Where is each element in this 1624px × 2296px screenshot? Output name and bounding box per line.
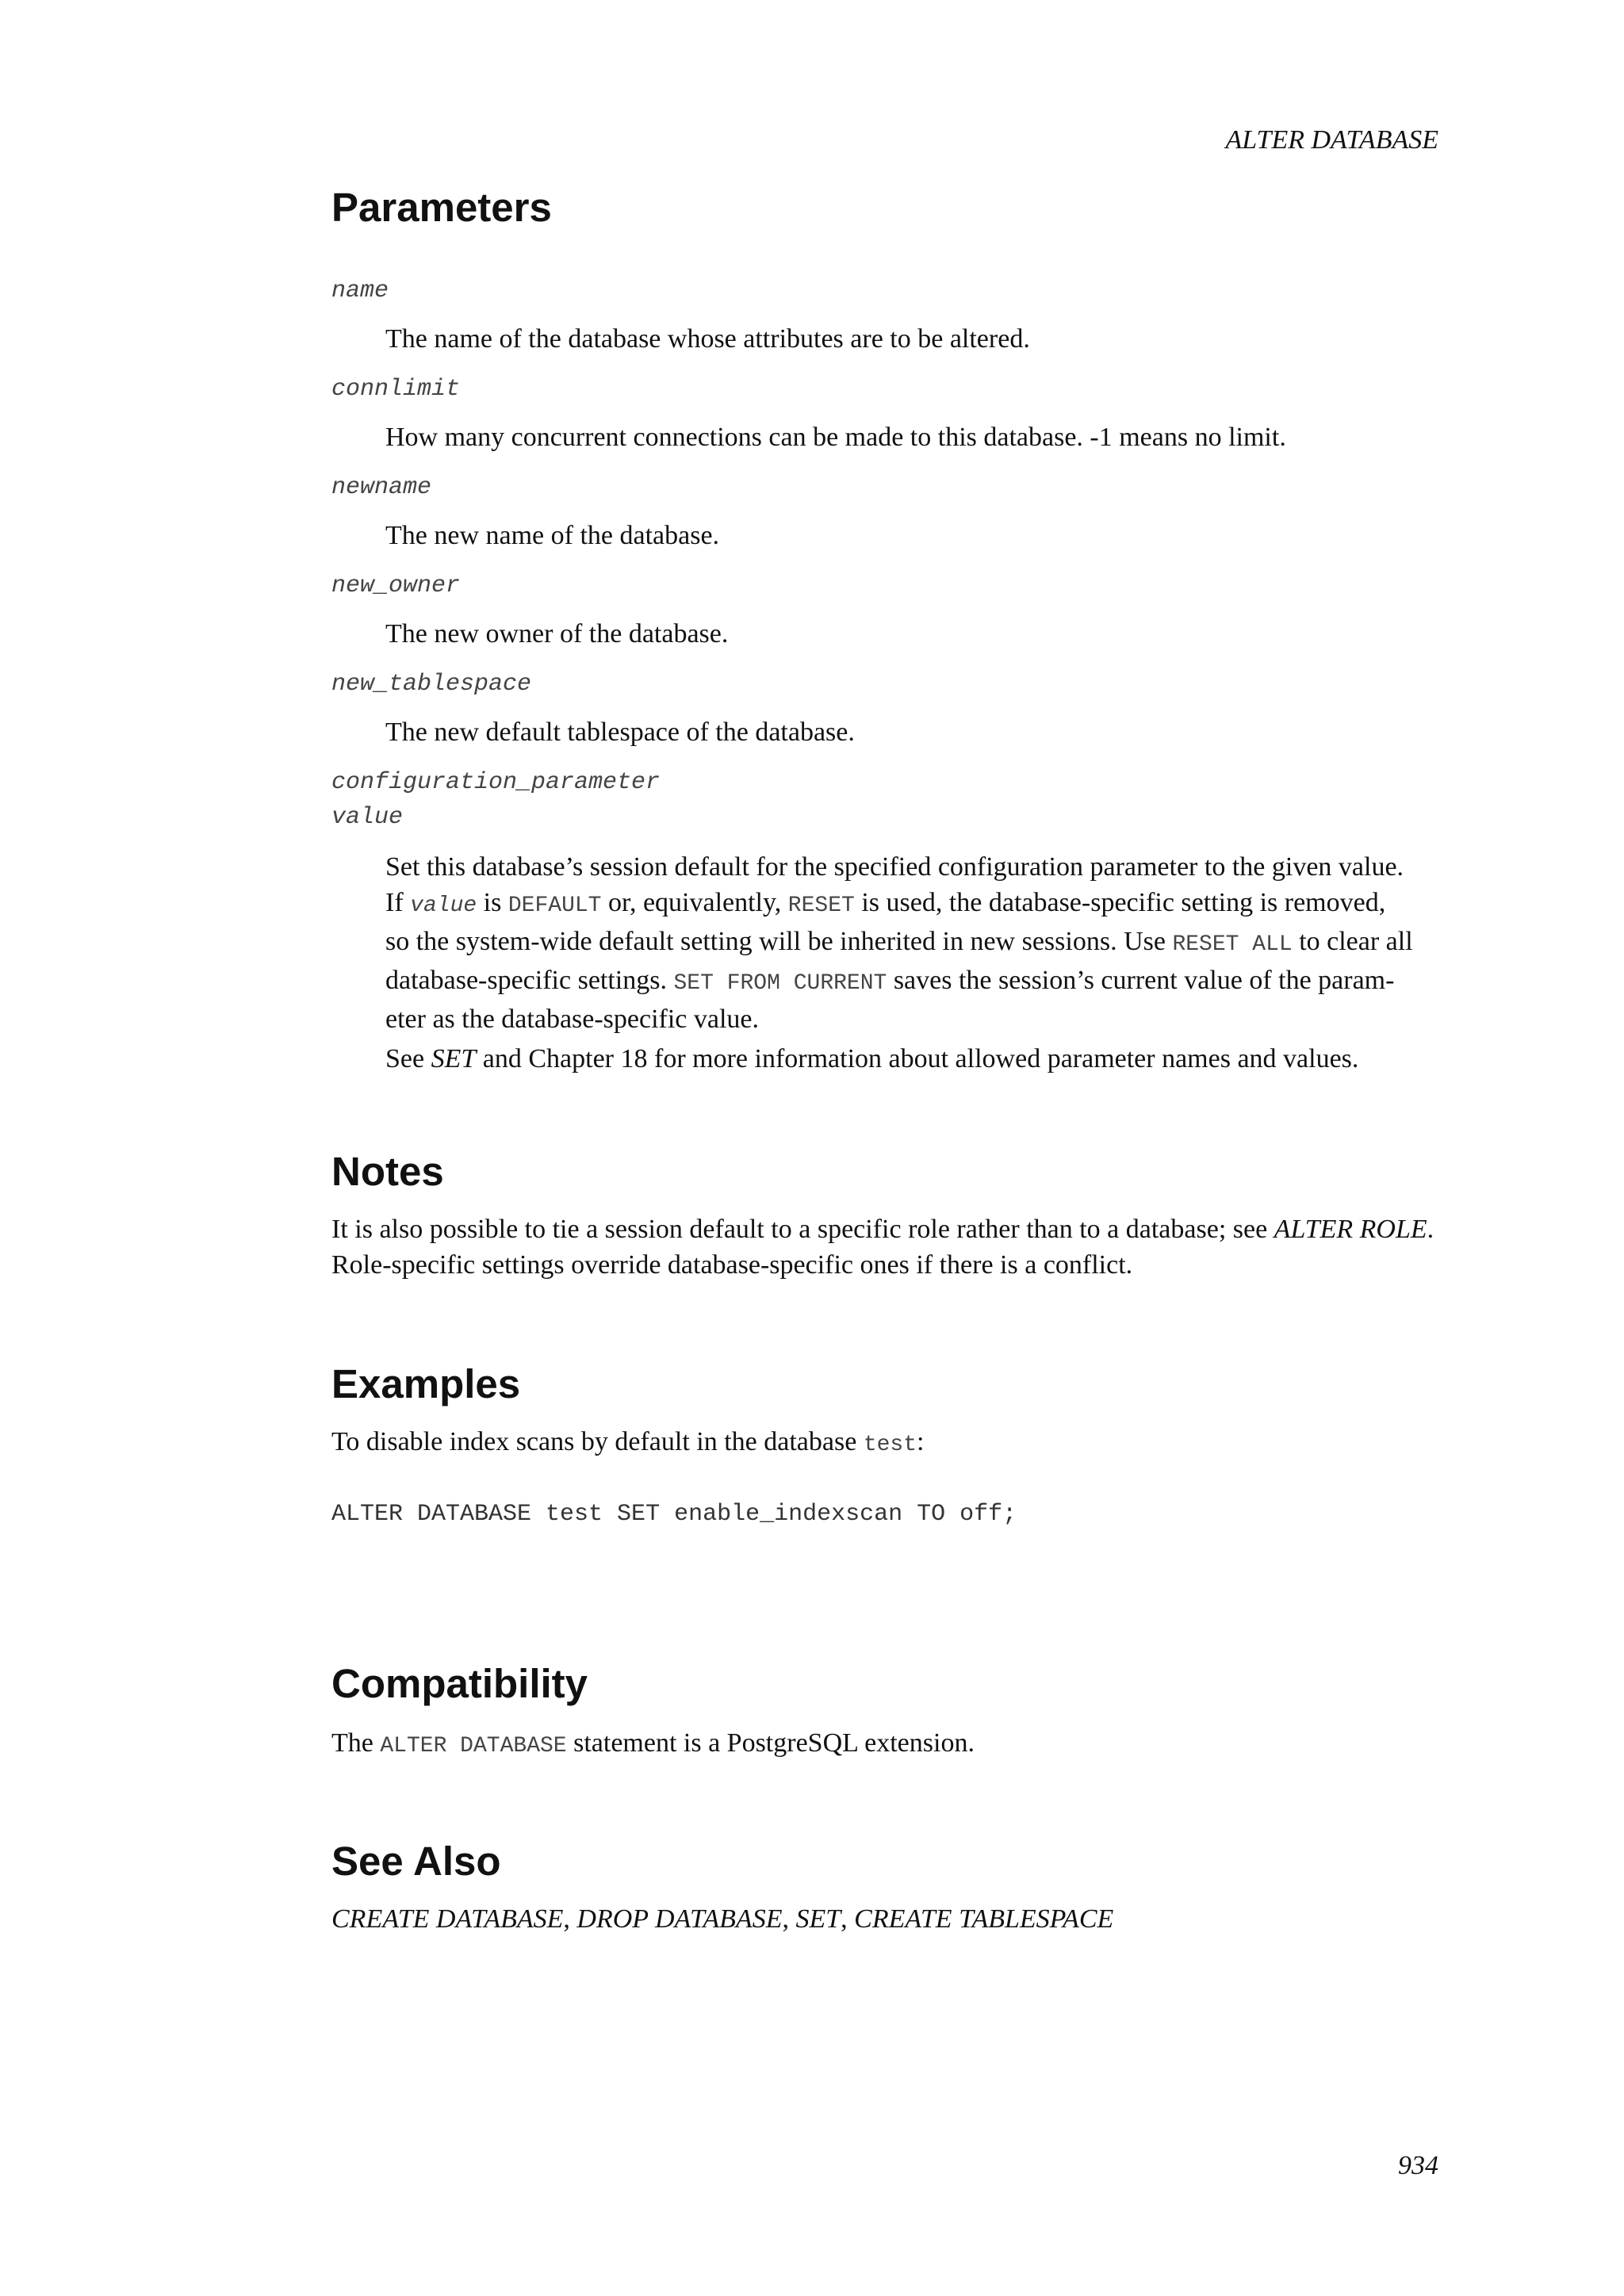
page-number: 934: [1398, 2151, 1438, 2180]
compatibility-body: [331, 1725, 1438, 1764]
text-run: If: [385, 888, 404, 917]
param-desc: The new default tablespace of the database.: [385, 718, 855, 747]
config-desc: [331, 849, 1438, 1037]
param-item: [331, 376, 1438, 403]
text-run: It is also possible to tie a session default to a specific role rather than to a database; see: [331, 1215, 1268, 1244]
param-item: [331, 474, 1438, 501]
text-run: Set this database’s session default for the specified configuration parameter to the given value.: [385, 852, 1404, 882]
param-desc: The name of the database whose attributes are to be altered.: [385, 324, 1030, 354]
notes-line: Role-specific settings override database-specific ones if there is a conflict.: [331, 1250, 1133, 1280]
config-desc-line: [385, 885, 1438, 924]
text-run: See: [385, 1044, 425, 1073]
text-run: .: [1427, 1215, 1434, 1244]
see-also-links: [331, 1901, 1438, 1937]
param-desc: How many concurrent connections can be made to this database. -1 means no limit.: [385, 423, 1286, 452]
drop-database-link[interactable]: DROP DATABASE: [576, 1904, 783, 1934]
inline-code: RESET ALL: [1172, 932, 1293, 957]
separator: ,: [563, 1904, 577, 1934]
inline-code: RESET: [787, 894, 855, 918]
param-term: new_tablespace: [331, 671, 532, 698]
parameters-section: [331, 184, 1438, 231]
param-item: [331, 277, 1438, 304]
param-desc-wrap: [331, 616, 1438, 652]
text-run: database-specific settings.: [385, 966, 667, 995]
inline-code: SET FROM CURRENT: [673, 971, 887, 996]
text-run: so the system-wide default setting will be inherited in new sessions. Use: [385, 927, 1166, 956]
config-desc-line: [385, 1001, 1438, 1037]
inline-code: test: [863, 1433, 917, 1457]
parameters-heading: Parameters: [331, 185, 552, 230]
create-database-link[interactable]: CREATE DATABASE: [331, 1904, 564, 1934]
example-code-block: [331, 1501, 1438, 1528]
var-code: value: [410, 894, 477, 918]
notes-section: [331, 1148, 1438, 1195]
example-code: ALTER DATABASE test SET enable_indexscan TO off;: [331, 1501, 1017, 1528]
text-run: :: [917, 1427, 925, 1456]
compatibility-section: [331, 1660, 1438, 1707]
separator: ,: [782, 1904, 796, 1934]
inline-code: DEFAULT: [508, 894, 602, 918]
param-term: value: [331, 804, 404, 831]
param-desc-wrap: [331, 714, 1438, 750]
create-tablespace-link[interactable]: CREATE TABLESPACE: [854, 1904, 1114, 1934]
notes-heading: Notes: [331, 1149, 444, 1194]
text-run: is used, the database-specific setting is removed,: [861, 888, 1386, 917]
examples-section: [331, 1360, 1438, 1407]
inline-code: ALTER DATABASE: [380, 1734, 567, 1758]
param-term: new_owner: [331, 572, 461, 599]
param-desc: The new owner of the database.: [385, 619, 729, 649]
see-also-heading: See Also: [331, 1839, 501, 1884]
param-desc-wrap: [331, 419, 1438, 455]
text-run: to clear all: [1299, 927, 1413, 956]
text-run: or, equivalently,: [607, 888, 782, 917]
param-desc-wrap: [331, 518, 1438, 553]
param-term: newname: [331, 474, 432, 501]
running-head: ALTER DATABASE: [1225, 125, 1438, 155]
param-term: name: [331, 277, 389, 304]
notes-line: [331, 1211, 1438, 1247]
separator: ,: [841, 1904, 855, 1934]
config-desc-line: [385, 962, 1438, 1001]
text-run: and Chapter 18 for more information about allowed parameter names and values.: [482, 1044, 1359, 1073]
text-run: The: [331, 1728, 373, 1758]
param-desc-wrap: [331, 321, 1438, 357]
text-run: is: [483, 888, 502, 917]
examples-heading: Examples: [331, 1361, 521, 1406]
see-also-line: [331, 1901, 1438, 1937]
param-desc: The new name of the database.: [385, 521, 720, 550]
alter-role-link[interactable]: ALTER ROLE: [1274, 1215, 1427, 1244]
param-term: configuration_parameter: [331, 769, 661, 796]
param-item: [331, 671, 1438, 698]
text-run: saves the session’s current value of the param-: [893, 966, 1395, 995]
examples-intro-text: [331, 1424, 1438, 1463]
see-also-section: [331, 1838, 1438, 1885]
text-run: To disable index scans by default in the database: [331, 1427, 857, 1456]
compatibility-text: [331, 1725, 1438, 1764]
param-item: [331, 572, 1438, 599]
config-desc-line: [385, 849, 1438, 885]
config-desc-line: [385, 924, 1438, 962]
see-set-text: [385, 1041, 1438, 1077]
config-terms: [331, 769, 1438, 831]
param-term: connlimit: [331, 376, 461, 403]
notes-body: [331, 1211, 1438, 1283]
text-run: statement is a PostgreSQL extension.: [573, 1728, 975, 1758]
see-set-line: [331, 1041, 1438, 1077]
set-link[interactable]: SET: [431, 1044, 477, 1073]
text-run: eter as the database-specific value.: [385, 1004, 760, 1034]
set-link[interactable]: SET: [795, 1904, 841, 1934]
compatibility-heading: Compatibility: [331, 1661, 588, 1706]
examples-intro: [331, 1424, 1438, 1463]
